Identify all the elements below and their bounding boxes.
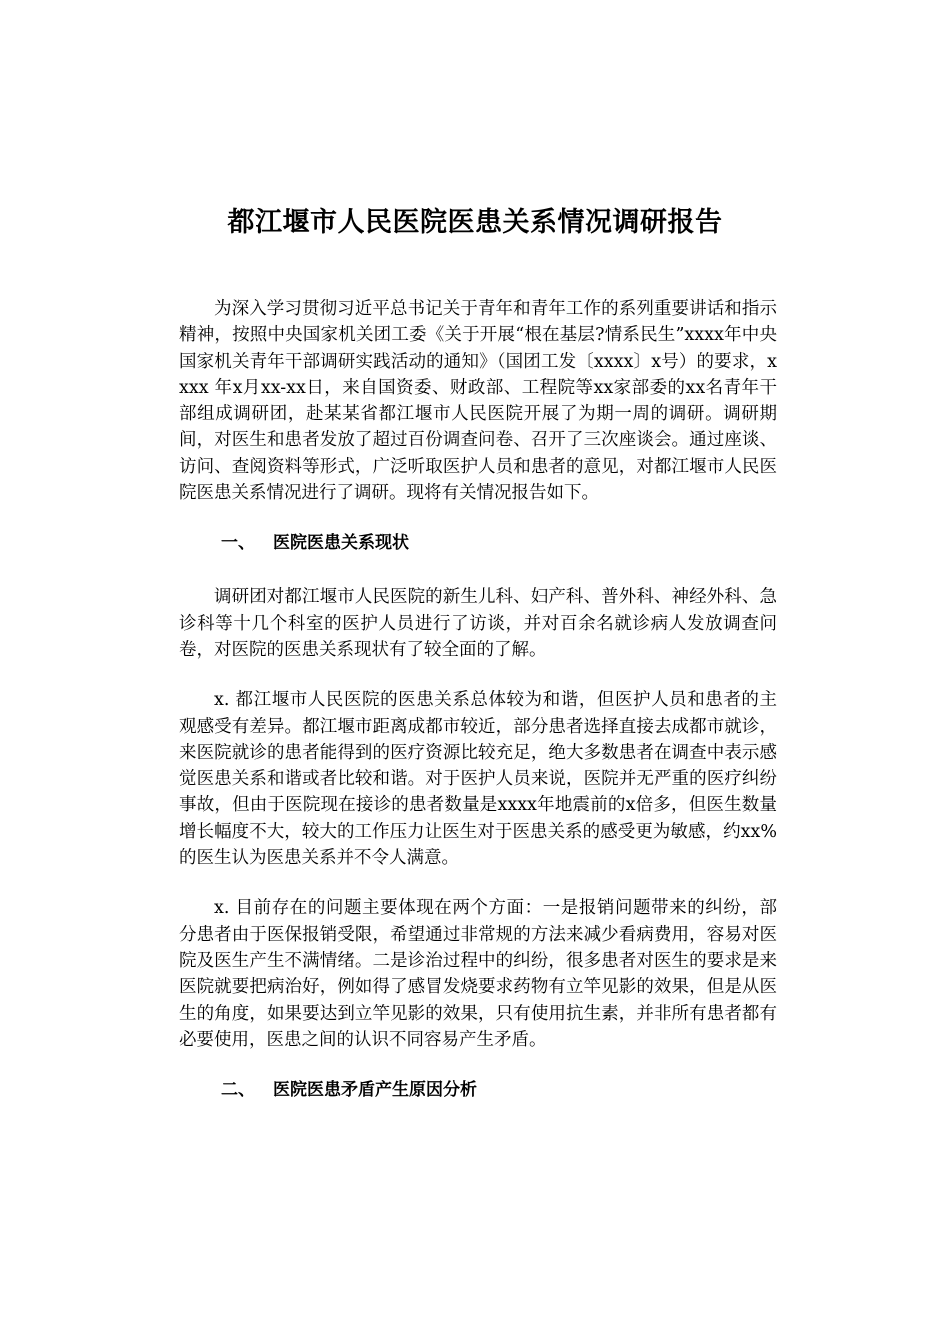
section-1-paragraph-3: x. 目前存在的问题主要体现在两个方面：一是报销问题带来的纠纷，部分患者由于医保报销受限，希望通过非常规的方法来减少看病费用，容易对医院及医生产生不满情绪。二是诊治过程中的纠纷，很多患者对医生的要求是来医院就要把病治好，例如得了感冒发烧要求药物有立竿见影的效果，但是从医生的角度，如果要达到立竿见影的效果，只有使用抗生素，并非所有患者都有必要使用，医患之间的认识不同容易产生矛盾。 [179, 898, 777, 1050]
section-1-heading [179, 530, 777, 556]
section-1-paragraph-1: 调研团对都江堰市人民医院的新生儿科、妇产科、普外科、神经外科、急诊科等十几个科室的医护人员进行了访谈，并对百余名就诊病人发放调查问卷，对医院的医患关系现状有了较全面的了解。 [179, 587, 777, 660]
section-1-paragraph-2: x. 都江堰市人民医院的医患关系总体较为和谐，但医护人员和患者的主观感受有差异。都江堰市距离成都市较近，部分患者选择直接去成都市就诊，来医院就诊的患者能得到的医疗资源比较充足，绝大多数患者在调查中表示感觉医患关系和谐或者比较和谐。对于医护人员来说，医院并无严重的医疗纠纷事故，但由于医院现在接诊的患者数量是xxxx年地震前的x倍多，但医生数量增长幅度不大，较大的工作压力让医生对于医患关系的感受更为敏感，约xx%的医生认为医患关系并不令人满意。 [179, 690, 777, 869]
section-2-number: 二、 [221, 1080, 255, 1101]
document-title: 都江堰市人民医院医患关系情况调研报告 [227, 207, 723, 238]
section-2-title: 医院医患矛盾产生原因分析 [273, 1080, 477, 1101]
section-1-number: 一、 [221, 533, 255, 554]
section-1-title: 医院医患关系现状 [273, 533, 409, 554]
intro-paragraph: 为深入学习贯彻习近平总书记关于青年和青年工作的系列重要讲话和指示精神，按照中央国家机关团工委《关于开展“根在基层?情系民生”xxxx年中央国家机关青年干部调研实践活动的通知》（国团工发〔xxxx〕x号）的要求，xxxx 年x月xx-xx日，来自国资委、财政部、工程院等xx家部委的xx名青年干部组成调研团，赴某某省都江堰市人民医院开展了为期一周的调研。调研期间，对医生和患者发放了超过百份调查问卷、召开了三次座谈会。通过座谈、访问、查阅资料等形式，广泛听取医护人员和患者的意见，对都江堰市人民医院医患关系情况进行了调研。现将有关情况报告如下。 [179, 299, 777, 504]
document-body [179, 296, 777, 1131]
section-2-heading [179, 1077, 777, 1103]
